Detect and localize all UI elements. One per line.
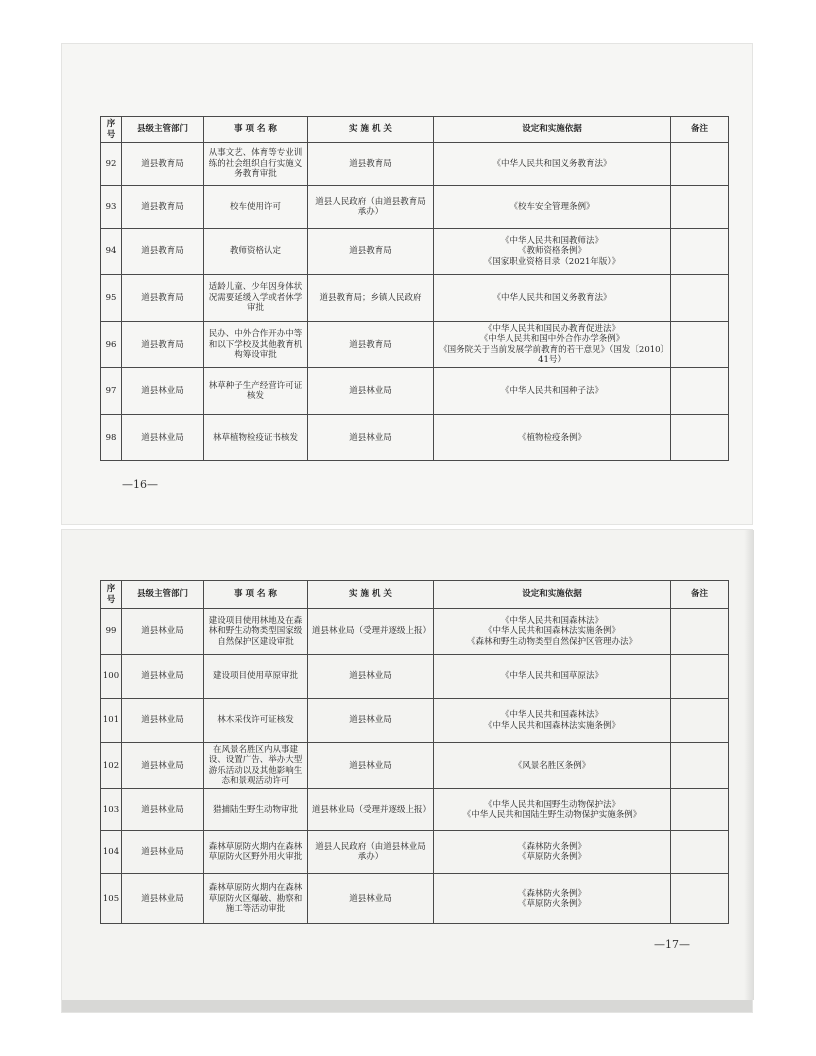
cell-no: 92 bbox=[101, 143, 122, 186]
cell-item: 森林草原防火期内在森林草原防火区野外用火审批 bbox=[204, 831, 308, 874]
cell-item: 适龄儿童、少年因身体状况需要延缓入学或者休学审批 bbox=[204, 275, 308, 322]
cell-note bbox=[671, 874, 729, 924]
cell-basis: 《森林防火条例》 《草原防火条例》 bbox=[434, 874, 671, 924]
cell-item: 民办、中外合作开办中等和以下学校及其他教育机构筹设审批 bbox=[204, 322, 308, 368]
col-header-agency: 实 施 机 关 bbox=[308, 581, 434, 609]
cell-item: 森林草原防火期内在森林草原防火区爆破、勘察和施工等活动审批 bbox=[204, 874, 308, 924]
col-header-seq: 序号 bbox=[101, 117, 122, 143]
cell-agency: 道县林业局 bbox=[308, 699, 434, 743]
cell-no: 100 bbox=[101, 655, 122, 699]
cell-no: 98 bbox=[101, 415, 122, 461]
cell-dept: 道县林业局 bbox=[122, 699, 204, 743]
approval-table-page-17 bbox=[100, 580, 729, 924]
table-row bbox=[101, 874, 729, 924]
cell-dept: 道县教育局 bbox=[122, 322, 204, 368]
table-row bbox=[101, 368, 729, 415]
cell-agency: 道县教育局；乡镇人民政府 bbox=[308, 275, 434, 322]
cell-note bbox=[671, 743, 729, 789]
cell-note bbox=[671, 275, 729, 322]
col-header-note: 备注 bbox=[671, 581, 729, 609]
cell-note bbox=[671, 229, 729, 275]
col-header-seq: 序号 bbox=[101, 581, 122, 609]
cell-agency: 道县林业局（受理并逐级上报） bbox=[308, 789, 434, 831]
table-row bbox=[101, 743, 729, 789]
cell-basis: 《中华人民共和国森林法》 《中华人民共和国森林法实施条例》 bbox=[434, 699, 671, 743]
cell-no: 101 bbox=[101, 699, 122, 743]
cell-basis: 《中华人民共和国野生动物保护法》 《中华人民共和国陆生野生动物保护实施条例》 bbox=[434, 789, 671, 831]
cell-dept: 道县林业局 bbox=[122, 415, 204, 461]
cell-item: 林草种子生产经营许可证核发 bbox=[204, 368, 308, 415]
cell-item: 猎捕陆生野生动物审批 bbox=[204, 789, 308, 831]
cell-agency: 道县教育局 bbox=[308, 143, 434, 186]
cell-item: 从事文艺、体育等专业训练的社会组织自行实施义务教育审批 bbox=[204, 143, 308, 186]
table-row bbox=[101, 143, 729, 186]
cell-basis: 《校车安全管理条例》 bbox=[434, 186, 671, 229]
table-row bbox=[101, 831, 729, 874]
cell-basis: 《森林防火条例》 《草原防火条例》 bbox=[434, 831, 671, 874]
table-row bbox=[101, 699, 729, 743]
page-number: —17— bbox=[654, 938, 690, 951]
cell-agency: 道县林业局 bbox=[308, 415, 434, 461]
cell-dept: 道县林业局 bbox=[122, 609, 204, 655]
cell-agency: 道县林业局 bbox=[308, 655, 434, 699]
cell-item: 教师资格认定 bbox=[204, 229, 308, 275]
cell-note bbox=[671, 655, 729, 699]
col-header-item: 事 项 名 称 bbox=[204, 581, 308, 609]
cell-dept: 道县教育局 bbox=[122, 275, 204, 322]
cell-note bbox=[671, 186, 729, 229]
cell-note bbox=[671, 699, 729, 743]
cell-note bbox=[671, 322, 729, 368]
cell-basis: 《植物检疫条例》 bbox=[434, 415, 671, 461]
cell-basis: 《中华人民共和国草原法》 bbox=[434, 655, 671, 699]
cell-basis: 《中华人民共和国义务教育法》 bbox=[434, 143, 671, 186]
col-header-basis: 设定和实施依据 bbox=[434, 117, 671, 143]
cell-dept: 道县林业局 bbox=[122, 831, 204, 874]
cell-item: 林木采伐许可证核发 bbox=[204, 699, 308, 743]
cell-dept: 道县林业局 bbox=[122, 743, 204, 789]
col-header-item: 事 项 名 称 bbox=[204, 117, 308, 143]
table-row bbox=[101, 609, 729, 655]
cell-item: 校车使用许可 bbox=[204, 186, 308, 229]
table-row bbox=[101, 415, 729, 461]
cell-note bbox=[671, 143, 729, 186]
col-header-basis: 设定和实施依据 bbox=[434, 581, 671, 609]
cell-no: 104 bbox=[101, 831, 122, 874]
page-number: —16— bbox=[122, 478, 158, 491]
cell-note bbox=[671, 789, 729, 831]
cell-dept: 道县林业局 bbox=[122, 874, 204, 924]
page-16 bbox=[62, 44, 752, 524]
cell-agency: 道县林业局 bbox=[308, 874, 434, 924]
col-header-dept: 县级主管部门 bbox=[122, 581, 204, 609]
table-row bbox=[101, 655, 729, 699]
cell-no: 97 bbox=[101, 368, 122, 415]
cell-agency: 道县林业局 bbox=[308, 743, 434, 789]
cell-no: 102 bbox=[101, 743, 122, 789]
cell-agency: 道县教育局 bbox=[308, 229, 434, 275]
cell-no: 96 bbox=[101, 322, 122, 368]
cell-no: 103 bbox=[101, 789, 122, 831]
table-row bbox=[101, 186, 729, 229]
col-header-note: 备注 bbox=[671, 117, 729, 143]
cell-note bbox=[671, 368, 729, 415]
cell-basis: 《中华人民共和国森林法》 《中华人民共和国森林法实施条例》 《森林和野生动物类型自然保护区管理办法》 bbox=[434, 609, 671, 655]
col-header-agency: 实 施 机 关 bbox=[308, 117, 434, 143]
table-row bbox=[101, 322, 729, 368]
cell-agency: 道县林业局 bbox=[308, 368, 434, 415]
table-row bbox=[101, 275, 729, 322]
cell-item: 林草植物检疫证书核发 bbox=[204, 415, 308, 461]
cell-basis: 《中华人民共和国种子法》 bbox=[434, 368, 671, 415]
cell-dept: 道县教育局 bbox=[122, 186, 204, 229]
cell-agency: 道县人民政府（由道县教育局承办） bbox=[308, 186, 434, 229]
table-row bbox=[101, 229, 729, 275]
cell-item: 建设项目使用林地及在森林和野生动物类型国家级自然保护区建设审批 bbox=[204, 609, 308, 655]
cell-dept: 道县林业局 bbox=[122, 789, 204, 831]
cell-dept: 道县教育局 bbox=[122, 229, 204, 275]
col-header-dept: 县级主管部门 bbox=[122, 117, 204, 143]
cell-basis: 《中华人民共和国教师法》 《教师资格条例》 《国家职业资格目录（2021年版）》 bbox=[434, 229, 671, 275]
cell-dept: 道县林业局 bbox=[122, 655, 204, 699]
cell-agency: 道县林业局（受理并逐级上报） bbox=[308, 609, 434, 655]
table-row bbox=[101, 789, 729, 831]
cell-agency: 道县教育局 bbox=[308, 322, 434, 368]
cell-note bbox=[671, 609, 729, 655]
cell-basis: 《风景名胜区条例》 bbox=[434, 743, 671, 789]
cell-no: 105 bbox=[101, 874, 122, 924]
cell-no: 93 bbox=[101, 186, 122, 229]
cell-note bbox=[671, 831, 729, 874]
table-header-row bbox=[101, 581, 729, 609]
bottom-edge-shadow bbox=[62, 1000, 752, 1012]
table-header-row bbox=[101, 117, 729, 143]
cell-no: 99 bbox=[101, 609, 122, 655]
cell-note bbox=[671, 415, 729, 461]
cell-agency: 道县人民政府（由道县林业局承办） bbox=[308, 831, 434, 874]
cell-no: 95 bbox=[101, 275, 122, 322]
cell-basis: 《中华人民共和国民办教育促进法》 《中华人民共和国中外合作办学条例》 《国务院关于当前发展学前教育的若干意见》（国发〔2010〕41号） bbox=[434, 322, 671, 368]
cell-no: 94 bbox=[101, 229, 122, 275]
page-17 bbox=[62, 530, 752, 1012]
page-edge-shadow bbox=[744, 530, 754, 1000]
cell-dept: 道县教育局 bbox=[122, 143, 204, 186]
cell-basis: 《中华人民共和国义务教育法》 bbox=[434, 275, 671, 322]
cell-item: 在风景名胜区内从事建设、设置广告、举办大型游乐活动以及其他影响生态和景观活动许可 bbox=[204, 743, 308, 789]
approval-table-page-16 bbox=[100, 116, 729, 461]
cell-dept: 道县林业局 bbox=[122, 368, 204, 415]
cell-item: 建设项目使用草原审批 bbox=[204, 655, 308, 699]
